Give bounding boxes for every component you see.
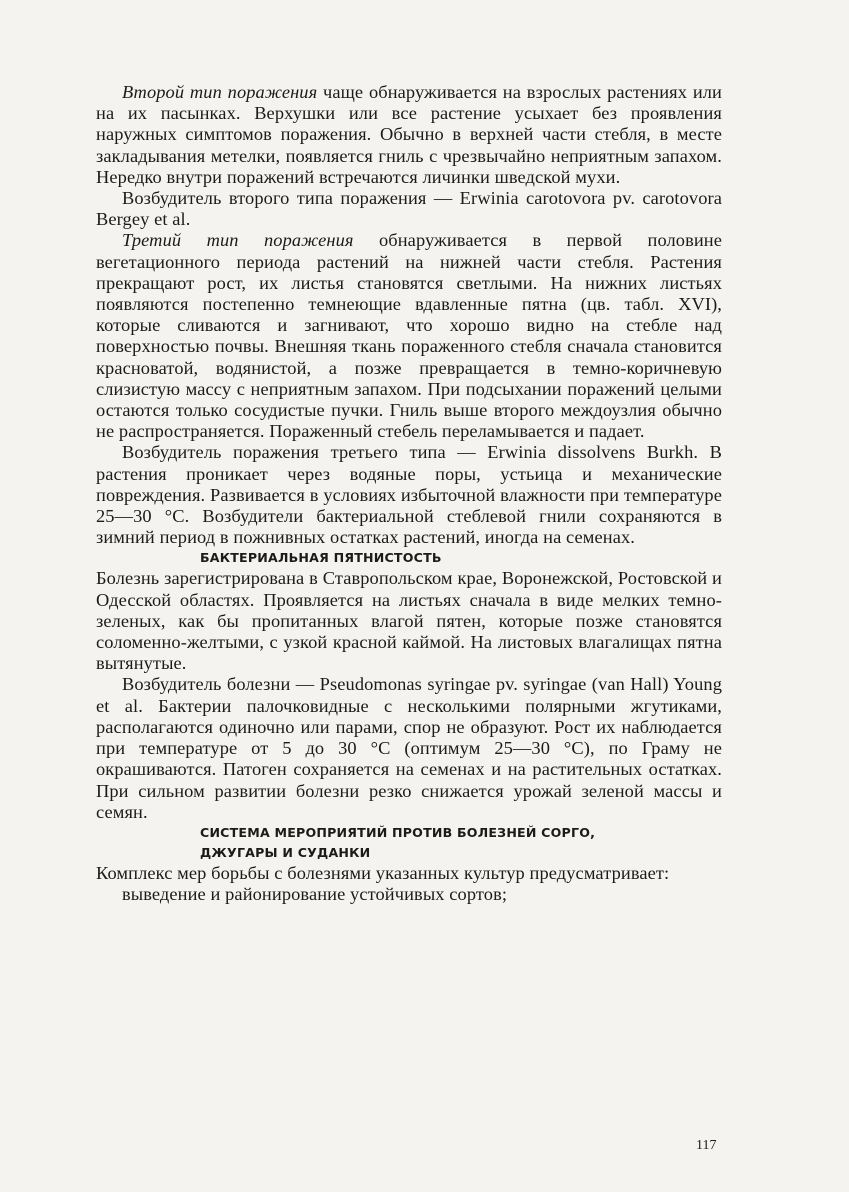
heading-line: СИСТЕМА МЕРОПРИЯТИЙ ПРОТИВ БОЛЕЗНЕЙ СОРГО, — [200, 824, 596, 840]
paragraph-disease-description: Болезнь зарегистрирована в Ставропольском крае, Воронежской, Ростовской и Одесской областях. Проявляется на листьях сначала в виде мелких темно-зеленых, как бы пропитанных влагой пятен, которые позже становятся соломенно-желтыми, с узкой красной каймой. На листовых влагалищах пятна вытянутые. — [96, 568, 722, 674]
page-body — [96, 82, 722, 905]
section-heading-control-system — [96, 823, 722, 863]
emphasis-second-type: Второй тип поражения — [122, 82, 318, 102]
paragraph-pathogen-second: Возбудитель второго типа поражения — Erwinia carotovora pv. carotovora Bergey et al. — [96, 188, 722, 230]
paragraph-third-type — [96, 230, 722, 442]
section-heading-bacterial-spot: БАКТЕРИАЛЬНАЯ ПЯТНИСТОСТЬ — [200, 550, 442, 566]
paragraph-pathogen-pseudomonas: Возбудитель болезни — Pseudomonas syringae pv. syringae (van Hall) Young et al. Бактерии палочковидные с несколькими полярными жгутиками, располагаются одиночно или парами, спор не образуют. Рост их наблюдается при температуре от 5 до 30 °С (оптимум 25—30 °С), по Граму не окрашиваются. Патоген сохраняется на семенах и на растительных остатках. При сильном развитии болезни резко снижается урожай зеленой массы и семян. — [96, 674, 722, 822]
emphasis-third-type: Третий тип поражения — [122, 230, 354, 251]
page-number: 117 — [696, 1138, 717, 1153]
paragraph-second-type — [96, 82, 722, 188]
paragraph-text: обнаруживается в первой половине вегетационного периода растений на нижней части стебля. Растения прекращают рост, их листья становятся светлыми. На нижних листьях появляются постепенно темнеющие вдавленные пятна (цв. табл. XVI), которые сливаются и загнивают, что хорошо видно на стебле над поверхностью почвы. Внешняя ткань пораженного стебля сначала становится красноватой, водянистой, а позже превращается в темно-коричневую слизистую массу с неприятным запахом. При подсыхании поражений целыми остаются только сосудистые пучки. Гниль выше второго междоузлия обычно не распространяется. Пораженный стебель переламывается и падает. — [96, 230, 722, 442]
paragraph-text: чаще обнаруживается на взрослых растениях или на их пасынках. Верхушки или все растение усыхает без проявления наружных симптомов поражения. Обычно в верхней части стебля, в месте закладывания метелки, появляется гниль с чрезвычайно неприятным запахом. Нередко внутри поражений встречаются личинки шведской мухи. — [96, 82, 722, 187]
heading-line: ДЖУГАРЫ И СУДАНКИ — [200, 844, 371, 860]
paragraph-pathogen-third: Возбудитель поражения третьего типа — Erwinia dissolvens Burkh. В растения проникает через водяные поры, устьица и механические повреждения. Развивается в условиях избыточной влажности при температуре 25—30 °С. Возбудители бактериальной стеблевой гнили сохраняются в зимний период в пожнивных остатках растений, иногда на семенах. — [96, 442, 722, 548]
paragraph-measures-intro: Комплекс мер борьбы с болезнями указанных культур предусматривает: — [96, 862, 670, 883]
paragraph-measure-item: выведение и районирование устойчивых сортов; — [122, 884, 508, 905]
